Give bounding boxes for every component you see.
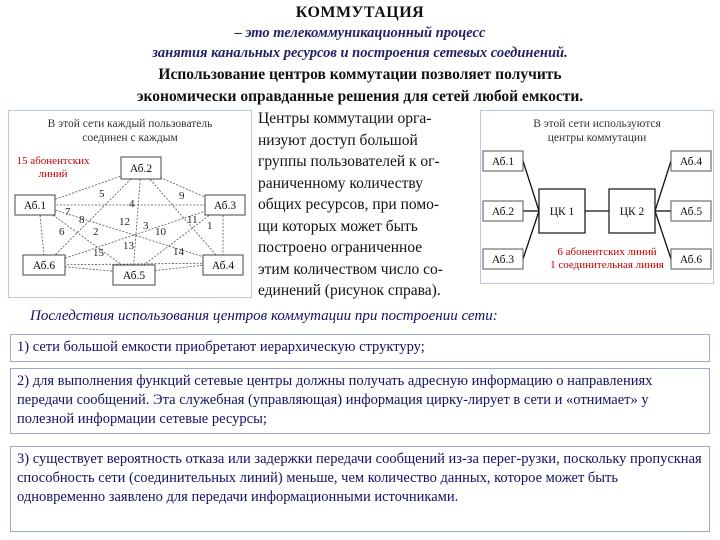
mesh-node-ab3: Аб.3 [213,200,237,212]
full-mesh-diagram [8,110,252,298]
line-num-15: 15 [93,247,104,259]
consequence-item-3: 3) существует вероятность отказа или задержки передачи сообщений из-за перег-рузки, поскольку пропускная способность сети (соединительных линий) меньше, чем количество данных, которое может быть одновременно заявлено для передачи информационными источниками. [10,446,710,532]
middle-line: построено ограниченное [258,239,423,256]
mesh-node-ab1: Аб.1 [23,200,47,212]
line-num-11: 11 [187,214,198,226]
mesh-note-2: линий [38,168,68,180]
line-num-10: 10 [155,226,166,238]
center-node-ab3: Аб.3 [491,254,515,266]
mesh-node-ab6: Аб.6 [32,260,56,272]
line-num-9: 9 [179,190,185,202]
page-title: КОММУТАЦИЯ [295,4,425,21]
middle-line: щи которых может быть [258,217,418,235]
middle-paragraph [258,108,443,302]
center-caption-2: центры коммутации [547,132,647,144]
mesh-node-ab2: Аб.2 [129,163,153,175]
middle-line: группы пользователей к ог- [258,153,440,170]
center-caption-1: В этой сети используются [533,118,661,130]
middle-line: раниченному количеству [258,174,423,192]
switching-center-diagram [480,110,714,284]
center-node-ab1: Аб.1 [491,156,515,168]
center-node-ab5: Аб.5 [679,206,703,218]
middle-line: этим количеством число со- [258,260,443,278]
subtitle-line-2: занятия канальных ресурсов и построения сетевых соединений. [152,45,568,61]
line-num-6: 6 [59,226,65,238]
mesh-node-ab5: Аб.5 [122,270,146,282]
line-num-1: 1 [207,220,213,232]
line-num-12: 12 [119,216,130,228]
line-num-2: 2 [93,226,99,238]
mesh-note-1: 15 абонентских [16,155,90,167]
center-node-ab4: Аб.4 [679,156,703,168]
mesh-caption-1: В этой сети каждый пользователь [47,118,213,130]
center-note-1: 6 абонентских линий [557,246,657,258]
line-num-5: 5 [99,188,105,200]
middle-line: единений (рисунок справа). [258,282,441,299]
intro-line-2: экономически оправданные решения для сетей любой емкости. [136,88,584,105]
middle-line: низуют доступ большой [258,131,418,149]
line-num-14: 14 [173,246,184,258]
mesh-caption-2: соединен с каждым [82,132,178,144]
middle-line: Центры коммутации орга- [258,110,432,127]
subtitle-line-1: – это телекоммуникационный процесс [234,25,486,41]
line-num-4: 4 [129,198,135,210]
mesh-node-ab4: Аб.4 [211,260,235,272]
center-node-ab2: Аб.2 [491,206,515,218]
consequence-item-2: 2) для выполнения функций сетевые центры должны получать адресную информацию о направлениях передачи сообщений. Эта служебная (управляющая) информация цирку-лирует в сети и «отнимает» у полезной информации сетевые ресурсы; [10,368,710,434]
line-num-13: 13 [123,240,134,252]
line-num-8: 8 [79,214,85,226]
intro-line-1: Использование центров коммутации позволяет получить [158,66,562,83]
center-ck2: ЦК 2 [619,206,645,218]
line-num-7: 7 [65,206,71,218]
consequences-title: Последствия использования центров коммутации при построении сети: [30,308,498,324]
middle-line: общих ресурсов, при помо- [258,196,440,213]
center-node-ab6: Аб.6 [679,254,703,266]
line-num-3: 3 [143,220,149,232]
center-note-2: 1 соединительная линия [550,259,664,271]
center-ck1: ЦК 1 [549,206,575,218]
consequence-item-1: 1) сети большой емкости приобретают иерархическую структуру; [10,334,710,362]
